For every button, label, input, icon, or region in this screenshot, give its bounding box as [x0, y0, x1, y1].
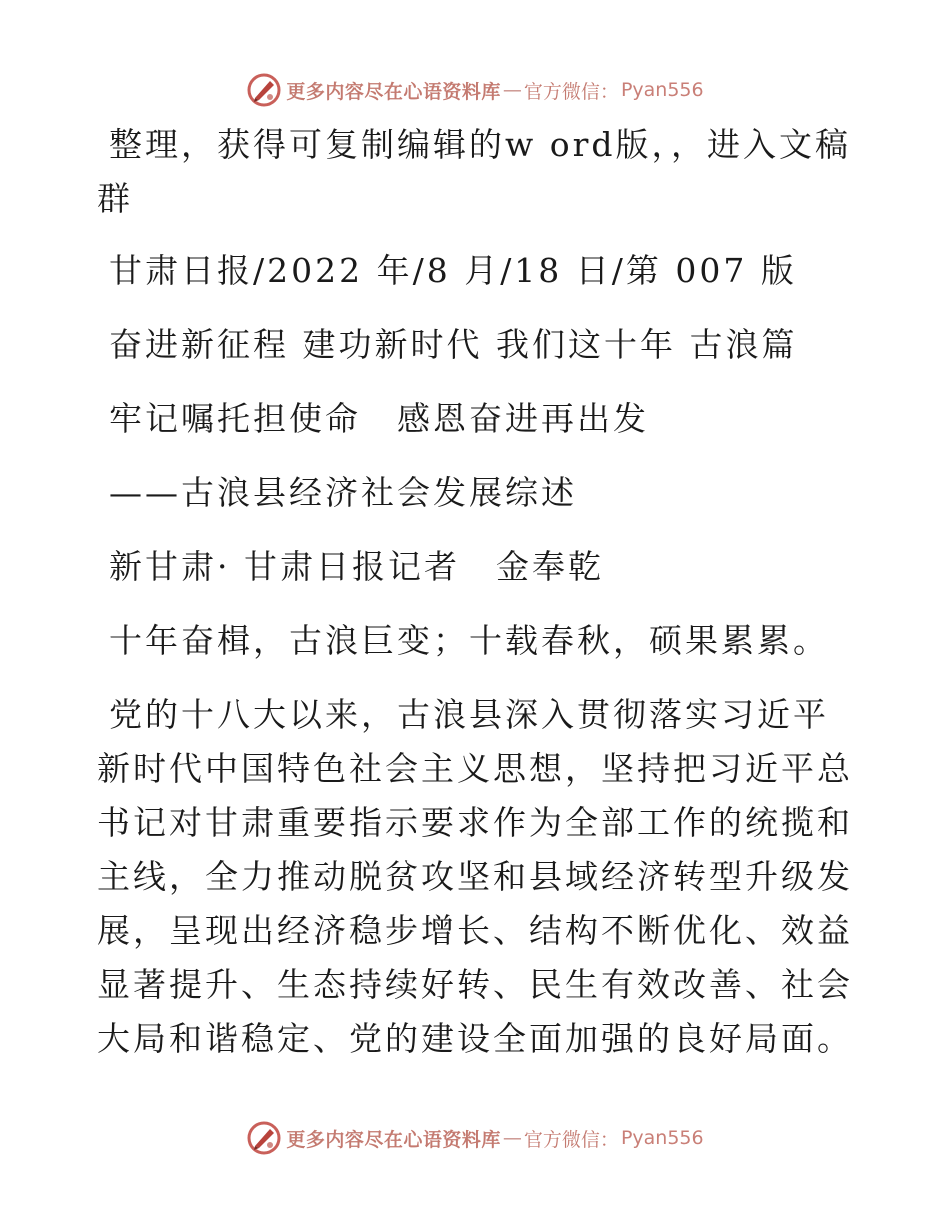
watermark-site-text: 更多内容尽在心语资料库: [286, 80, 501, 103]
series-title: 奋进新征程 建功新时代 我们这十年 古浪篇: [109, 325, 798, 364]
source-line: 甘肃日报/2022 年/8 月/18 日/第 007 版: [109, 251, 797, 290]
article-title: 牢记嘱托担使命 感恩奋进再出发: [109, 399, 649, 438]
pen-logo-icon: [246, 1120, 282, 1156]
watermark-separator: —: [502, 1127, 522, 1149]
intro-line: 整理，获得可复制编辑的w ord版，，进入文稿群: [97, 125, 852, 218]
lead-sentence: 十年奋楫，古浪巨变；十载春秋，硕果累累。: [109, 621, 829, 660]
pen-logo-icon: [246, 72, 282, 108]
byline: 新甘肃· 甘肃日报记者 金奉乾: [109, 547, 604, 586]
watermark-label: 官方微信：: [523, 80, 619, 103]
watermark-label: 官方微信：: [523, 1128, 619, 1151]
body-paragraph: 党的十八大以来，古浪县深入贯彻落实习近平新时代中国特色社会主义思想，坚持把习近平总书记对甘肃重要指示要求作为全部工作的统揽和主线，全力推动脱贫攻坚和县域经济转型升级发展，呈现出经济稳步增长、结构不断优化、效益显著提升、生态持续好转、民生有效改善、社会大局和谐稳定、党的建设全面加强的良好局面。: [97, 695, 853, 1058]
watermark-wechat-id: Pyan556: [620, 79, 704, 101]
watermark-wechat-id: Pyan556: [620, 1127, 704, 1149]
watermark-separator: —: [502, 79, 522, 101]
article-subtitle: ——古浪县经济社会发展综述: [109, 473, 577, 512]
watermark-site-text: 更多内容尽在心语资料库: [286, 1128, 501, 1151]
watermark-footer: [0, 1118, 950, 1158]
watermark-header: [0, 70, 950, 110]
document-body: [97, 118, 857, 1066]
